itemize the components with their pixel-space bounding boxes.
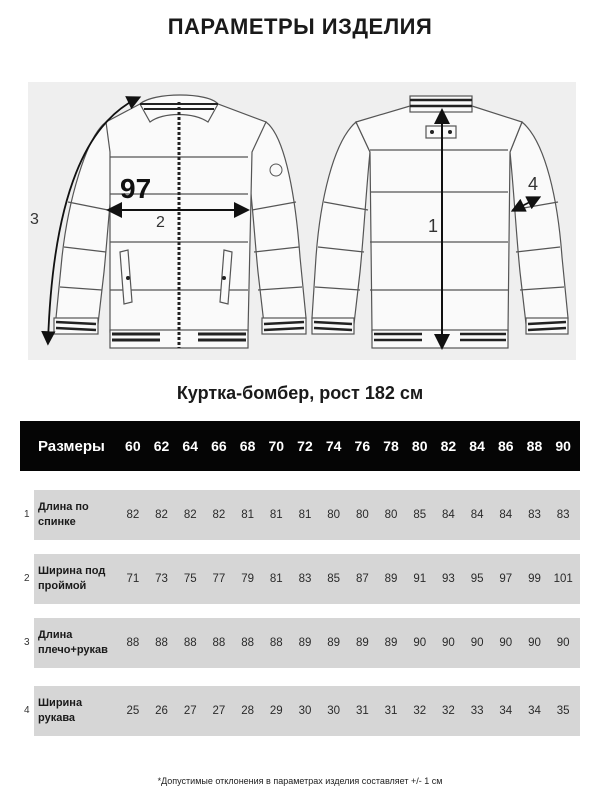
table-cell: 80 [384, 509, 398, 521]
table-cell: 82 [155, 509, 168, 521]
row-label-line1: Ширина [38, 697, 83, 709]
size-header-cell: 90 [555, 438, 571, 454]
table-cell: 80 [327, 509, 341, 521]
table-cell: 90 [556, 637, 570, 649]
table-cell: 35 [556, 705, 570, 717]
size-header-cell: 84 [469, 438, 485, 454]
size-header-cell: 88 [526, 438, 543, 454]
size-header-cells [120, 438, 580, 454]
row-label-line2: плечо+рукав [38, 644, 108, 656]
table-cell: 71 [126, 573, 140, 585]
row-number: 3 [24, 637, 30, 648]
row-number: 4 [24, 705, 30, 716]
table-cell: 88 [212, 637, 226, 649]
table-cell: 75 [183, 573, 197, 585]
table-cell: 30 [327, 705, 341, 717]
row-label [34, 564, 120, 594]
size-header-cell: 72 [297, 438, 313, 454]
table-cell: 26 [155, 705, 168, 717]
marker-2: 2 [156, 214, 165, 231]
table-cell: 80 [355, 509, 369, 521]
table-cell: 89 [384, 573, 398, 585]
row-label-line2: рукава [38, 712, 76, 724]
row-label [34, 696, 120, 726]
row-cells [120, 573, 580, 585]
chest-number: 97 [120, 173, 152, 204]
row-label-line2: спинке [38, 516, 76, 528]
row-label-line1: Длина по [38, 501, 89, 513]
size-header-cell: 60 [125, 438, 141, 454]
marker-4: 4 [528, 174, 539, 194]
table-cell: 85 [413, 509, 427, 521]
row-cells [120, 509, 580, 521]
table-cell: 83 [298, 573, 312, 585]
back-jacket [312, 96, 568, 348]
table-cell: 27 [183, 705, 197, 717]
row-label [34, 500, 120, 530]
size-header-cell: 64 [182, 438, 198, 454]
table-cell: 89 [298, 637, 312, 649]
size-header-cell: 74 [325, 438, 342, 454]
table-row [34, 554, 580, 604]
table-cell: 101 [553, 573, 573, 585]
table-cell: 81 [298, 509, 312, 521]
table-cell: 29 [269, 705, 283, 717]
table-cell: 87 [355, 573, 369, 585]
row-number: 1 [24, 509, 30, 520]
size-header-cell: 86 [497, 438, 514, 454]
table-cell: 90 [528, 637, 541, 649]
table-cell: 83 [528, 509, 541, 521]
row-label-line2: проймой [38, 580, 87, 592]
table-cell: 32 [442, 705, 455, 717]
table-row [34, 618, 580, 668]
table-cell: 95 [470, 573, 484, 585]
table-cell: 90 [442, 637, 455, 649]
table-cell: 33 [470, 705, 484, 717]
table-cell: 81 [241, 509, 254, 521]
table-cell: 89 [355, 637, 369, 649]
row-cells [120, 637, 580, 649]
product-subtitle: Куртка-бомбер, рост 182 см [176, 383, 424, 403]
size-header-cell: 78 [383, 438, 399, 454]
table-cell: 88 [155, 637, 168, 649]
table-cell: 79 [241, 573, 254, 585]
table-row [34, 490, 580, 540]
size-header-cell: 62 [153, 438, 170, 454]
marker-3: 3 [30, 211, 39, 228]
table-cell: 83 [556, 509, 570, 521]
table-cell: 90 [413, 637, 427, 649]
jacket-illustration [28, 82, 576, 360]
table-cell: 91 [413, 573, 427, 585]
table-cell: 32 [413, 705, 427, 717]
table-cell: 93 [442, 573, 455, 585]
table-cell: 85 [327, 573, 341, 585]
table-cell: 81 [269, 509, 283, 521]
table-cell: 77 [212, 573, 226, 585]
size-header-cell: 68 [239, 438, 256, 454]
table-cell: 27 [212, 705, 226, 717]
size-header-cell: 66 [211, 438, 227, 454]
table-cell: 84 [442, 509, 455, 521]
row-number: 2 [24, 573, 30, 584]
size-header-cell: 82 [440, 438, 457, 454]
size-header-cell: 80 [411, 438, 428, 454]
table-cell: 97 [499, 573, 513, 585]
table-cell: 31 [355, 705, 369, 717]
table-cell: 89 [384, 637, 398, 649]
marker-1: 1 [428, 216, 439, 236]
table-cell: 89 [327, 637, 341, 649]
row-cells [120, 705, 580, 717]
table-cell: 82 [212, 509, 226, 521]
table-cell: 84 [499, 509, 513, 521]
size-header-cell: 76 [354, 438, 371, 454]
row-label [34, 628, 120, 658]
page-title: ПАРАМЕТРЫ ИЗДЕЛИЯ [167, 14, 433, 39]
table-cell: 82 [183, 509, 197, 521]
footnote: *Допустимые отклонения в параметрах изделия составляет +/- 1 см [157, 776, 443, 786]
table-cell: 88 [269, 637, 283, 649]
size-table-header [20, 421, 580, 471]
table-cell: 31 [384, 705, 398, 717]
table-cell: 84 [470, 509, 484, 521]
table-cell: 88 [126, 637, 140, 649]
table-cell: 90 [499, 637, 513, 649]
table-cell: 88 [183, 637, 197, 649]
row-label-line1: Длина [38, 629, 73, 641]
table-cell: 99 [528, 573, 541, 585]
table-cell: 28 [241, 705, 254, 717]
header-label: Размеры [38, 437, 105, 455]
size-header-cell: 70 [268, 438, 285, 454]
table-cell: 34 [499, 705, 513, 717]
table-cell: 82 [126, 509, 140, 521]
table-cell: 88 [241, 637, 254, 649]
table-row [34, 686, 580, 736]
table-cell: 73 [155, 573, 168, 585]
table-cell: 30 [298, 705, 312, 717]
table-cell: 25 [126, 705, 140, 717]
table-cell: 34 [528, 705, 541, 717]
table-cell: 81 [269, 573, 283, 585]
row-label-line1: Ширина под [38, 565, 106, 577]
jacket-drawing [28, 82, 576, 360]
table-cell: 90 [470, 637, 484, 649]
